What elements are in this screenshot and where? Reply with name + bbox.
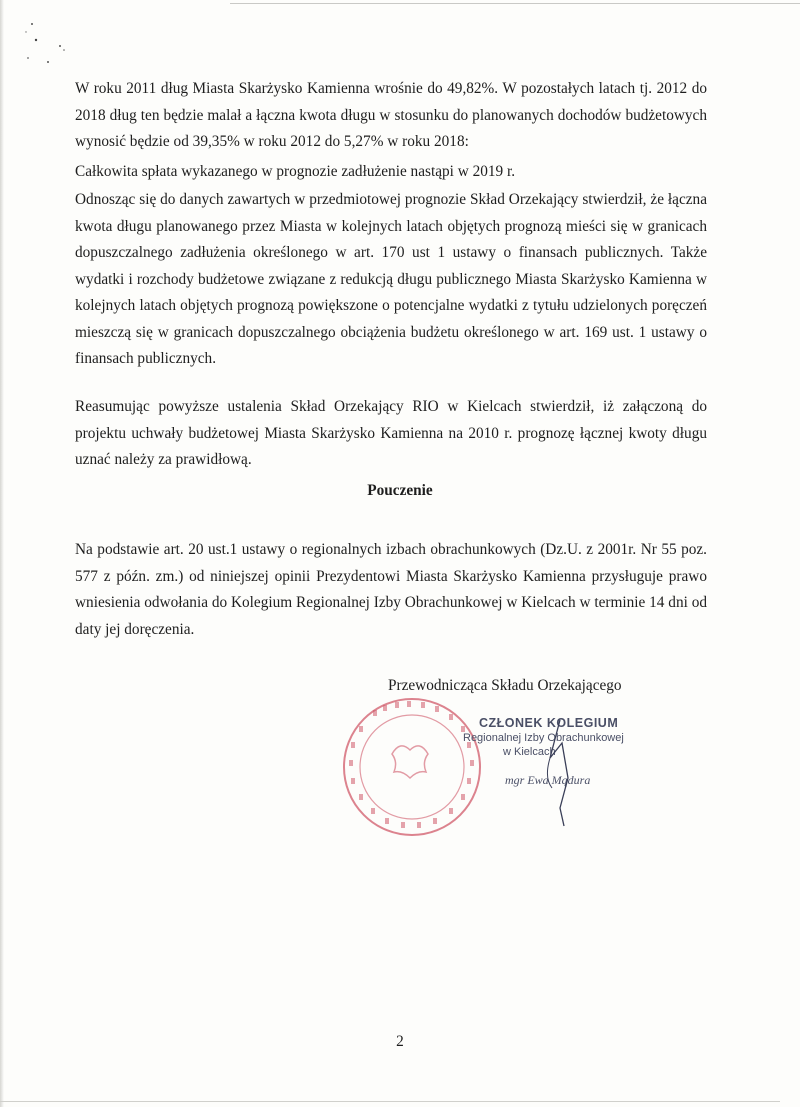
scan-left-edge — [0, 0, 4, 1107]
paragraph-repayment: Całkowita spłata wykazanego w prognozie zadłużenie nastąpi w 2019 r. — [75, 163, 516, 180]
stamp-name: mgr Ewa Mądura — [505, 773, 591, 787]
handwritten-signature — [520, 718, 610, 828]
paragraph-summary: Reasumując powyższe ustalenia Skład Orzekający RIO w Kielcach stwierdził, iż załączoną do projektu uchwały budżetowej Miasta Skarżysko Kamienna na 2010 r. prognozę łącznej kwoty długu uznać należy za prawidłową. — [75, 398, 707, 468]
scan-top-edge — [230, 3, 800, 4]
round-seal-stamp — [337, 692, 487, 842]
signature-title: Przewodnicząca Składu Orzekającego — [388, 677, 622, 694]
scan-bottom-edge — [0, 1101, 780, 1102]
stamp-city: w Kielcach — [503, 746, 556, 758]
page-number: 2 — [396, 1033, 404, 1050]
paragraph-debt-forecast: W roku 2011 dług Miasta Skarżysko Kamienna wrośnie do 49,82%. W pozostałych latach tj. 2012 do 2018 dług ten będzie malał a łączna kwota długu w stosunku do planowanych dochodów budżetowych wynosić będzie od 39,35% w roku 2012 do 5,27% w roku 2018: — [75, 80, 707, 150]
scan-specks — [20, 18, 80, 78]
section-heading: Pouczenie — [367, 482, 433, 499]
stamp-role: CZŁONEK KOLEGIUM — [479, 716, 619, 730]
paragraph-instruction: Na podstawie art. 20 ust.1 ustawy o regionalnych izbach obrachunkowych (Dz.U. z 2001r. Nr 55 poz. 577 z późn. zm.) od niniejszej opinii Prezydentowi Miasta Skarżysko Kamienna przysługuje prawo wniesienia odwołania do Kolegium Regionalnej Izby Obrachunkowej w Kielcach w terminie 14 dni od daty jej doręczenia. — [75, 541, 707, 638]
stamp-institution: Regionalnej Izby Obrachunkowej — [463, 732, 624, 744]
paragraph-assessment: Odnosząc się do danych zawartych w przedmiotowej prognozie Skład Orzekający stwierdził, że łączna kwota długu planowanego przez Miasta w kolejnych latach objętych prognozą mieści się w granicach dopuszczalnego zadłużenia określonego w art. 170 ust 1 ustawy o finansach publicznych. Także wydatki i rozchody budżetowe związane z redukcją długu publicznego Miasta Skarżysko Kamienna w kolejnych latach objętych prognozą powiększone o potencjalne wydatki z tytułu udzielonych poręczeń mieszczą się w granicach dopuszczalnego obciążenia budżetu określonego w art. 169 ust. 1 ustawy o finansach publicznych. — [75, 191, 707, 367]
